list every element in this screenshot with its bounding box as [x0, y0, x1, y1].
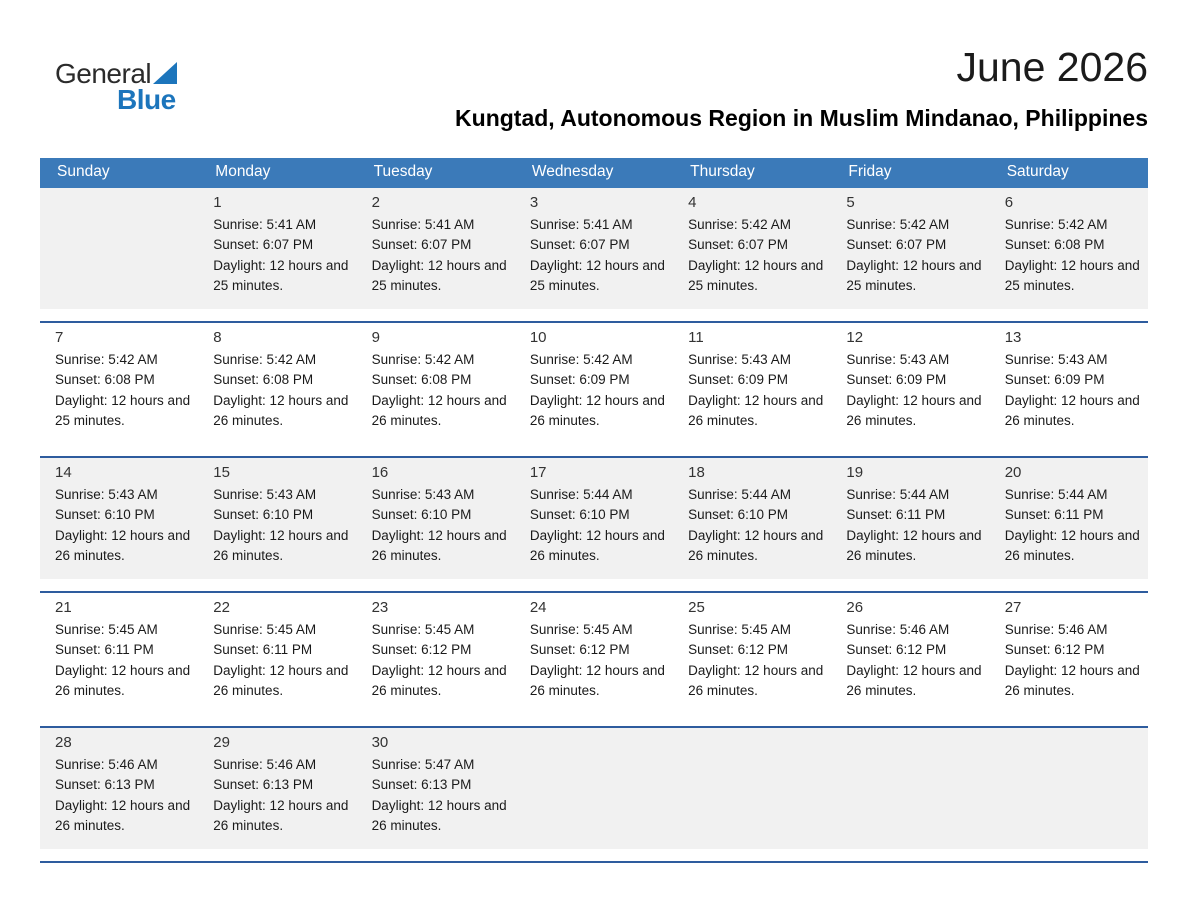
- day-number: 17: [529, 464, 547, 481]
- sunset-text: Sunset: 6:10 PM: [371, 507, 472, 523]
- daylight-text: Daylight: 12 hours and 26 minutes.: [846, 527, 982, 563]
- sunrise-text: Sunrise: 5:46 AM: [1004, 622, 1108, 637]
- day-cell: [40, 728, 198, 849]
- weekday-header-thursday: Thursday: [690, 163, 755, 180]
- day-number: 14: [55, 464, 72, 481]
- weekday-header-row: [40, 158, 1148, 188]
- daylight-text: Daylight: 12 hours and 25 minutes.: [1004, 257, 1140, 293]
- day-number: 26: [846, 599, 864, 616]
- daylight-text: Daylight: 12 hours and 25 minutes.: [529, 257, 665, 293]
- daylight-text: Daylight: 12 hours and 25 minutes.: [688, 257, 824, 293]
- sunrise-text: Sunrise: 5:42 AM: [688, 217, 791, 232]
- sunrise-text: Sunrise: 5:45 AM: [529, 622, 633, 637]
- day-number: 16: [371, 464, 389, 481]
- day-cell: [673, 323, 831, 444]
- day-cell: [515, 188, 673, 309]
- daylight-text: Daylight: 12 hours and 25 minutes.: [55, 392, 191, 428]
- weekday-header-sunday: Sunday: [57, 163, 110, 180]
- sunset-text: Sunset: 6:07 PM: [529, 237, 630, 253]
- sunset-text: Sunset: 6:12 PM: [1004, 642, 1105, 658]
- day-cell: [515, 323, 673, 444]
- day-number: 1: [213, 194, 222, 211]
- day-number: 15: [213, 464, 230, 481]
- sunset-text: Sunset: 6:07 PM: [688, 237, 788, 253]
- sunrise-text: Sunrise: 5:42 AM: [55, 352, 158, 367]
- daylight-text: Daylight: 12 hours and 25 minutes.: [371, 257, 507, 293]
- logo-text-blue: Blue: [117, 84, 176, 115]
- week-row-1: [40, 188, 1148, 323]
- sunset-text: Sunset: 6:11 PM: [213, 642, 313, 658]
- title-block: [455, 44, 1148, 132]
- sunrise-text: Sunrise: 5:43 AM: [371, 487, 475, 502]
- daylight-text: Daylight: 12 hours and 26 minutes.: [529, 527, 665, 563]
- location-subtitle: Kungtad, Autonomous Region in Muslim Mindanao, Philippines: [455, 105, 1148, 131]
- sunset-text: Sunset: 6:12 PM: [688, 642, 788, 658]
- sunrise-text: Sunrise: 5:45 AM: [688, 622, 791, 637]
- day-number: 19: [846, 464, 864, 481]
- sunrise-text: Sunrise: 5:43 AM: [55, 487, 158, 502]
- daylight-text: Daylight: 12 hours and 26 minutes.: [213, 662, 349, 698]
- sunset-text: Sunset: 6:07 PM: [213, 237, 314, 253]
- sunset-text: Sunset: 6:07 PM: [846, 237, 947, 253]
- day-cell: [357, 323, 515, 444]
- day-number: 30: [371, 734, 389, 751]
- sunset-text: Sunset: 6:09 PM: [529, 372, 630, 388]
- day-number: 9: [371, 329, 380, 346]
- day-cell: [198, 728, 356, 849]
- day-number: 27: [1004, 599, 1022, 616]
- daylight-text: Daylight: 12 hours and 26 minutes.: [529, 392, 665, 428]
- day-cell: [990, 458, 1148, 579]
- sunset-text: Sunset: 6:08 PM: [55, 372, 155, 388]
- daylight-text: Daylight: 12 hours and 26 minutes.: [213, 527, 349, 563]
- daylight-text: Daylight: 12 hours and 25 minutes.: [846, 257, 982, 293]
- day-cell: [198, 593, 356, 714]
- sunrise-text: Sunrise: 5:44 AM: [846, 487, 950, 502]
- sunrise-text: Sunrise: 5:45 AM: [371, 622, 475, 637]
- day-cell: [198, 458, 356, 579]
- daylight-text: Daylight: 12 hours and 25 minutes.: [213, 257, 349, 293]
- calendar-table: [40, 158, 1148, 863]
- day-cell: [357, 728, 515, 849]
- day-cell-empty: [831, 728, 989, 849]
- sunset-text: Sunset: 6:10 PM: [688, 507, 788, 523]
- weekday-header-wednesday: Wednesday: [531, 163, 614, 180]
- day-number: 2: [371, 194, 380, 211]
- sunset-text: Sunset: 6:08 PM: [213, 372, 314, 388]
- day-cell-empty: [673, 728, 831, 849]
- day-cell: [990, 188, 1148, 309]
- sunrise-text: Sunrise: 5:46 AM: [846, 622, 950, 637]
- day-cell-empty: [40, 188, 198, 309]
- sunset-text: Sunset: 6:11 PM: [846, 507, 946, 523]
- sunset-text: Sunset: 6:09 PM: [688, 372, 788, 388]
- day-number: 10: [529, 329, 547, 346]
- sunrise-text: Sunrise: 5:44 AM: [1004, 487, 1108, 502]
- sunrise-text: Sunrise: 5:41 AM: [213, 217, 317, 232]
- day-cell: [990, 323, 1148, 444]
- sunset-text: Sunset: 6:07 PM: [371, 237, 472, 253]
- sunset-text: Sunset: 6:09 PM: [846, 372, 947, 388]
- sunrise-text: Sunrise: 5:41 AM: [529, 217, 633, 232]
- daylight-text: Daylight: 12 hours and 26 minutes.: [1004, 662, 1140, 698]
- day-cell-empty: [515, 728, 673, 849]
- day-cell: [40, 593, 198, 714]
- day-cell: [831, 188, 989, 309]
- sunset-text: Sunset: 6:08 PM: [1004, 237, 1105, 253]
- sunrise-text: Sunrise: 5:42 AM: [371, 352, 475, 367]
- sunset-text: Sunset: 6:10 PM: [529, 507, 630, 523]
- sunset-text: Sunset: 6:08 PM: [371, 372, 472, 388]
- daylight-text: Daylight: 12 hours and 26 minutes.: [688, 527, 824, 563]
- day-cell: [198, 323, 356, 444]
- sunset-text: Sunset: 6:12 PM: [846, 642, 947, 658]
- sunrise-text: Sunrise: 5:43 AM: [213, 487, 317, 502]
- day-cell: [40, 458, 198, 579]
- logo-text-general: General: [55, 58, 152, 89]
- sunrise-text: Sunrise: 5:42 AM: [1004, 217, 1108, 232]
- sunset-text: Sunset: 6:11 PM: [55, 642, 154, 658]
- day-number: 12: [846, 329, 864, 346]
- daylight-text: Daylight: 12 hours and 26 minutes.: [55, 527, 191, 563]
- daylight-text: Daylight: 12 hours and 26 minutes.: [55, 662, 191, 698]
- sunrise-text: Sunrise: 5:44 AM: [529, 487, 633, 502]
- sunset-text: Sunset: 6:11 PM: [1004, 507, 1104, 523]
- sunrise-text: Sunrise: 5:47 AM: [371, 757, 475, 772]
- sunset-text: Sunset: 6:13 PM: [213, 777, 314, 793]
- sunrise-text: Sunrise: 5:44 AM: [688, 487, 791, 502]
- daylight-text: Daylight: 12 hours and 26 minutes.: [1004, 527, 1140, 563]
- weekday-header-saturday: Saturday: [1006, 163, 1069, 180]
- day-cell: [198, 188, 356, 309]
- weekday-header-tuesday: Tuesday: [373, 163, 433, 180]
- day-number: 8: [213, 329, 222, 346]
- sunset-text: Sunset: 6:10 PM: [55, 507, 155, 523]
- sunset-text: Sunset: 6:12 PM: [371, 642, 472, 658]
- day-number: 11: [688, 329, 704, 346]
- day-cell: [515, 593, 673, 714]
- daylight-text: Daylight: 12 hours and 26 minutes.: [371, 392, 507, 428]
- day-number: 18: [688, 464, 705, 481]
- daylight-text: Daylight: 12 hours and 26 minutes.: [213, 797, 349, 833]
- sunset-text: Sunset: 6:09 PM: [1004, 372, 1105, 388]
- day-cell: [357, 593, 515, 714]
- daylight-text: Daylight: 12 hours and 26 minutes.: [371, 527, 507, 563]
- calendar-weeks: [40, 188, 1148, 863]
- header: [0, 0, 1188, 158]
- day-number: 5: [846, 194, 855, 211]
- sunrise-text: Sunrise: 5:42 AM: [213, 352, 317, 367]
- day-number: 24: [529, 599, 547, 616]
- sunrise-text: Sunrise: 5:42 AM: [529, 352, 633, 367]
- week-row-2: [40, 323, 1148, 458]
- day-number: 3: [529, 194, 539, 211]
- day-cell: [990, 593, 1148, 714]
- daylight-text: Daylight: 12 hours and 26 minutes.: [1004, 392, 1140, 428]
- day-cell: [673, 458, 831, 579]
- day-number: 28: [55, 734, 72, 751]
- weekday-header-monday: Monday: [215, 163, 271, 180]
- day-number: 20: [1004, 464, 1022, 481]
- day-number: 6: [1004, 194, 1014, 211]
- day-cell: [357, 458, 515, 579]
- daylight-text: Daylight: 12 hours and 26 minutes.: [846, 662, 982, 698]
- sunset-text: Sunset: 6:10 PM: [213, 507, 314, 523]
- day-number: 13: [1004, 329, 1022, 346]
- day-number: 21: [55, 599, 72, 616]
- week-row-4: [40, 593, 1148, 728]
- daylight-text: Daylight: 12 hours and 26 minutes.: [529, 662, 665, 698]
- daylight-text: Daylight: 12 hours and 26 minutes.: [688, 662, 824, 698]
- daylight-text: Daylight: 12 hours and 26 minutes.: [688, 392, 824, 428]
- week-row-5: [40, 728, 1148, 863]
- weekday-header-friday: Friday: [848, 163, 892, 180]
- week-row-3: [40, 458, 1148, 593]
- day-cell: [357, 188, 515, 309]
- sunrise-text: Sunrise: 5:43 AM: [846, 352, 950, 367]
- day-number: 4: [688, 194, 697, 211]
- day-cell: [673, 593, 831, 714]
- sunrise-text: Sunrise: 5:43 AM: [688, 352, 791, 367]
- sunset-text: Sunset: 6:13 PM: [55, 777, 155, 793]
- sunrise-text: Sunrise: 5:45 AM: [213, 622, 317, 637]
- day-cell: [831, 593, 989, 714]
- day-cell: [673, 188, 831, 309]
- day-cell-empty: [990, 728, 1148, 849]
- general-blue-logo: [55, 60, 177, 114]
- daylight-text: Daylight: 12 hours and 26 minutes.: [371, 797, 507, 833]
- sunset-text: Sunset: 6:13 PM: [371, 777, 472, 793]
- sunrise-text: Sunrise: 5:46 AM: [55, 757, 158, 772]
- sunset-text: Sunset: 6:12 PM: [529, 642, 630, 658]
- sunrise-text: Sunrise: 5:42 AM: [846, 217, 950, 232]
- daylight-text: Daylight: 12 hours and 26 minutes.: [213, 392, 349, 428]
- daylight-text: Daylight: 12 hours and 26 minutes.: [55, 797, 191, 833]
- sunrise-text: Sunrise: 5:43 AM: [1004, 352, 1108, 367]
- day-number: 23: [371, 599, 389, 616]
- day-number: 22: [213, 599, 230, 616]
- day-cell: [831, 323, 989, 444]
- sunrise-text: Sunrise: 5:41 AM: [371, 217, 475, 232]
- day-cell: [831, 458, 989, 579]
- day-number: 29: [213, 734, 230, 751]
- month-title: June 2026: [956, 44, 1148, 90]
- sunrise-text: Sunrise: 5:46 AM: [213, 757, 317, 772]
- daylight-text: Daylight: 12 hours and 26 minutes.: [846, 392, 982, 428]
- day-number: 25: [688, 599, 705, 616]
- day-cell: [40, 323, 198, 444]
- daylight-text: Daylight: 12 hours and 26 minutes.: [371, 662, 507, 698]
- day-cell: [515, 458, 673, 579]
- sunrise-text: Sunrise: 5:45 AM: [55, 622, 158, 637]
- day-number: 7: [55, 329, 64, 346]
